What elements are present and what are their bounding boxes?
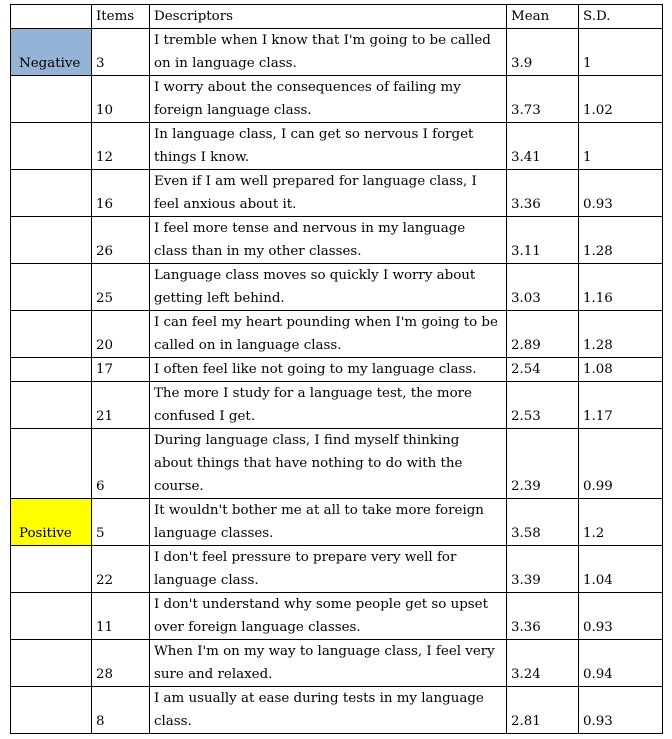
item-number-cell: 16: [92, 170, 150, 217]
category-cell: [11, 311, 92, 358]
sd-cell: 1.08: [579, 358, 663, 382]
table-row: [11, 687, 663, 734]
item-number-cell: 5: [92, 499, 150, 546]
table-row: [11, 593, 663, 640]
item-number-cell: 11: [92, 593, 150, 640]
table-row: [11, 640, 663, 687]
sd-cell: 1.28: [579, 217, 663, 264]
sd-cell: 1.04: [579, 546, 663, 593]
table-row: [11, 76, 663, 123]
mean-cell: 3.24: [507, 640, 579, 687]
descriptor-cell: When I'm on my way to language class, I feel very sure and relaxed.: [150, 640, 507, 687]
table-row: [11, 311, 663, 358]
mean-cell: 3.36: [507, 593, 579, 640]
sd-cell: 0.94: [579, 640, 663, 687]
mean-cell: 2.54: [507, 358, 579, 382]
item-number-cell: 25: [92, 264, 150, 311]
sd-cell: 0.93: [579, 593, 663, 640]
table-row: [11, 217, 663, 264]
category-cell: [11, 546, 92, 593]
item-number-cell: 17: [92, 358, 150, 382]
sd-cell: 1: [579, 29, 663, 76]
mean-cell: 3.11: [507, 217, 579, 264]
category-cell: [11, 217, 92, 264]
sd-cell: 1.17: [579, 382, 663, 429]
header-row: [11, 5, 663, 29]
mean-cell: 2.39: [507, 429, 579, 499]
item-number-cell: 3: [92, 29, 150, 76]
table-row: [11, 358, 663, 382]
table-row: [11, 429, 663, 499]
descriptor-cell: I don't understand why some people get so upset over foreign language classes.: [150, 593, 507, 640]
header-items: Items: [92, 5, 150, 29]
item-number-cell: 21: [92, 382, 150, 429]
anxiety-items-table: [10, 4, 663, 734]
table-body: [11, 29, 663, 734]
category-cell: Positive: [11, 499, 92, 546]
mean-cell: 3.73: [507, 76, 579, 123]
category-cell: [11, 264, 92, 311]
sd-cell: 1.28: [579, 311, 663, 358]
descriptor-cell: I often feel like not going to my language class.: [150, 358, 507, 382]
descriptor-cell: I tremble when I know that I'm going to be called on in language class.: [150, 29, 507, 76]
descriptor-cell: During language class, I find myself thinking about things that have nothing to do with the course.: [150, 429, 507, 499]
mean-cell: 3.41: [507, 123, 579, 170]
category-cell: [11, 429, 92, 499]
item-number-cell: 10: [92, 76, 150, 123]
table-row: [11, 170, 663, 217]
descriptor-cell: I can feel my heart pounding when I'm going to be called on in language class.: [150, 311, 507, 358]
sd-cell: 1: [579, 123, 663, 170]
descriptor-cell: I feel more tense and nervous in my language class than in my other classes.: [150, 217, 507, 264]
item-number-cell: 22: [92, 546, 150, 593]
category-cell: [11, 170, 92, 217]
descriptor-cell: I am usually at ease during tests in my language class.: [150, 687, 507, 734]
mean-cell: 3.9: [507, 29, 579, 76]
mean-cell: 3.36: [507, 170, 579, 217]
mean-cell: 3.39: [507, 546, 579, 593]
sd-cell: 1.2: [579, 499, 663, 546]
item-number-cell: 20: [92, 311, 150, 358]
mean-cell: 3.58: [507, 499, 579, 546]
category-cell: [11, 123, 92, 170]
category-cell: [11, 640, 92, 687]
descriptor-cell: In language class, I can get so nervous I forget things I know.: [150, 123, 507, 170]
sd-cell: 1.02: [579, 76, 663, 123]
item-number-cell: 12: [92, 123, 150, 170]
table-row: [11, 29, 663, 76]
category-cell: [11, 358, 92, 382]
header-category: [11, 5, 92, 29]
category-cell: [11, 593, 92, 640]
table-row: [11, 123, 663, 170]
sd-cell: 0.99: [579, 429, 663, 499]
table-row: [11, 546, 663, 593]
descriptor-cell: It wouldn't bother me at all to take more foreign language classes.: [150, 499, 507, 546]
category-cell: [11, 382, 92, 429]
item-number-cell: 26: [92, 217, 150, 264]
category-cell: [11, 687, 92, 734]
table-row: [11, 264, 663, 311]
descriptor-cell: Language class moves so quickly I worry about getting left behind.: [150, 264, 507, 311]
table-row: [11, 499, 663, 546]
mean-cell: 3.03: [507, 264, 579, 311]
sd-cell: 1.16: [579, 264, 663, 311]
table-row: [11, 382, 663, 429]
header-descriptors: Descriptors: [150, 5, 507, 29]
descriptor-cell: Even if I am well prepared for language class, I feel anxious about it.: [150, 170, 507, 217]
sd-cell: 0.93: [579, 170, 663, 217]
category-cell: [11, 76, 92, 123]
descriptor-cell: I don't feel pressure to prepare very well for language class.: [150, 546, 507, 593]
header-mean: Mean: [507, 5, 579, 29]
sd-cell: 0.93: [579, 687, 663, 734]
item-number-cell: 6: [92, 429, 150, 499]
item-number-cell: 28: [92, 640, 150, 687]
category-cell: Negative: [11, 29, 92, 76]
descriptor-cell: The more I study for a language test, the more confused I get.: [150, 382, 507, 429]
mean-cell: 2.81: [507, 687, 579, 734]
mean-cell: 2.89: [507, 311, 579, 358]
descriptor-cell: I worry about the consequences of failing my foreign language class.: [150, 76, 507, 123]
item-number-cell: 8: [92, 687, 150, 734]
header-sd: S.D.: [579, 5, 663, 29]
mean-cell: 2.53: [507, 382, 579, 429]
